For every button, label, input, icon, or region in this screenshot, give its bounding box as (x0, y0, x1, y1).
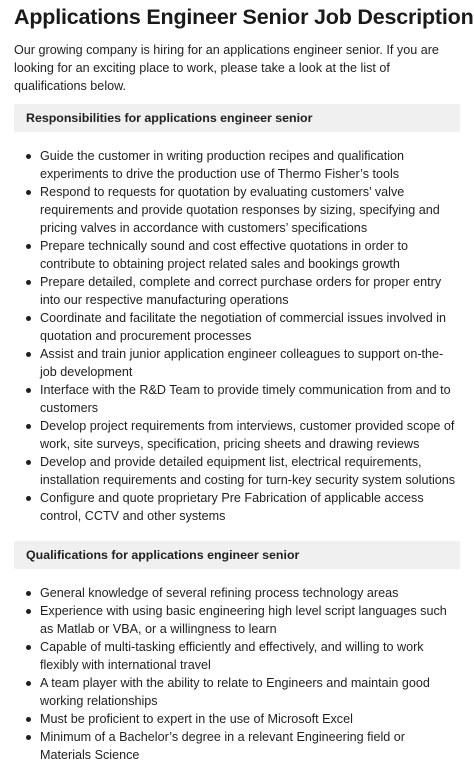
list-item-text: A team player with the ability to relate to Engineers and maintain good working relationships (40, 676, 430, 708)
list-item-text: Prepare detailed, complete and correct purchase orders for proper entry into our respective manufacturing operations (40, 275, 442, 307)
responsibilities-heading: Responsibilities for applications engineer senior (14, 104, 460, 132)
bullet-icon (26, 352, 31, 357)
qualifications-list (14, 584, 460, 764)
list-item (14, 417, 460, 453)
list-item (14, 381, 460, 417)
list-item (14, 345, 460, 381)
list-item-text: Must be proficient to expert in the use of Microsoft Excel (40, 712, 353, 726)
list-item (14, 710, 460, 728)
list-item (14, 147, 460, 183)
bullet-icon (26, 681, 31, 686)
list-item (14, 183, 460, 237)
list-item-text: Assist and train junior application engineer colleagues to support on-the-job development (40, 347, 444, 379)
list-item (14, 584, 460, 602)
bullet-icon (26, 609, 31, 614)
bullet-icon (26, 645, 31, 650)
responsibilities-list (14, 147, 460, 525)
list-item-text: Coordinate and facilitate the negotiation of commercial issues involved in quotation and procurement processes (40, 311, 447, 343)
bullet-icon (26, 424, 31, 429)
list-item-text: Prepare technically sound and cost effective quotations in order to contribute to obtaining project related sales and bookings growth (40, 239, 409, 271)
bullet-icon (26, 316, 31, 321)
list-item (14, 237, 460, 273)
bullet-icon (26, 280, 31, 285)
list-item (14, 489, 460, 525)
qualifications-heading: Qualifications for applications engineer senior (14, 541, 460, 569)
bullet-icon (26, 388, 31, 393)
bullet-icon (26, 735, 31, 740)
list-item-text: Configure and quote proprietary Pre Fabrication of applicable access control, CCTV and other systems (40, 491, 424, 523)
list-item (14, 638, 460, 674)
bullet-icon (26, 244, 31, 249)
intro-paragraph: Our growing company is hiring for an applications engineer senior. If you are looking for an exciting place to work, please take a look at the list of qualifications below. (14, 43, 439, 93)
list-item-text: Respond to requests for quotation by evaluating customers’ valve requirements and provide quotation responses by sizing, specifying and pricing valves in accordance with customers’ specifications (40, 185, 440, 235)
list-item (14, 273, 460, 309)
list-item (14, 728, 460, 764)
bullet-icon (26, 496, 31, 501)
list-item-text: Guide the customer in writing production recipes and qualification experiments to drive the production use of Thermo Fisher’s tools (40, 149, 405, 181)
list-item-text: Minimum of a Bachelor’s degree in a relevant Engineering field or Materials Science (40, 730, 405, 762)
list-item-text: Capable of multi-tasking efficiently and effectively, and willing to work flexibly with international travel (40, 640, 424, 672)
list-item-text: Develop and provide detailed equipment list, electrical requirements, installation requirements and costing for turn-key security system solutions (40, 455, 456, 487)
list-item-text: Interface with the R&D Team to provide timely communication from and to customers (40, 383, 451, 415)
list-item-text: General knowledge of several refining process technology areas (40, 586, 399, 600)
bullet-icon (26, 460, 31, 465)
page-title: Applications Engineer Senior Job Description (14, 5, 474, 29)
list-item (14, 602, 460, 638)
bullet-icon (26, 154, 31, 159)
list-item (14, 309, 460, 345)
list-item (14, 453, 460, 489)
list-item-text: Experience with using basic engineering high level script languages such as Matlab or VBA, or a willingness to learn (40, 604, 447, 636)
list-item-text: Develop project requirements from interviews, customer provided scope of work, site surveys, specification, pricing sheets and drawing reviews (40, 419, 455, 451)
list-item (14, 674, 460, 710)
bullet-icon (26, 717, 31, 722)
bullet-icon (26, 190, 31, 195)
bullet-icon (26, 591, 31, 596)
